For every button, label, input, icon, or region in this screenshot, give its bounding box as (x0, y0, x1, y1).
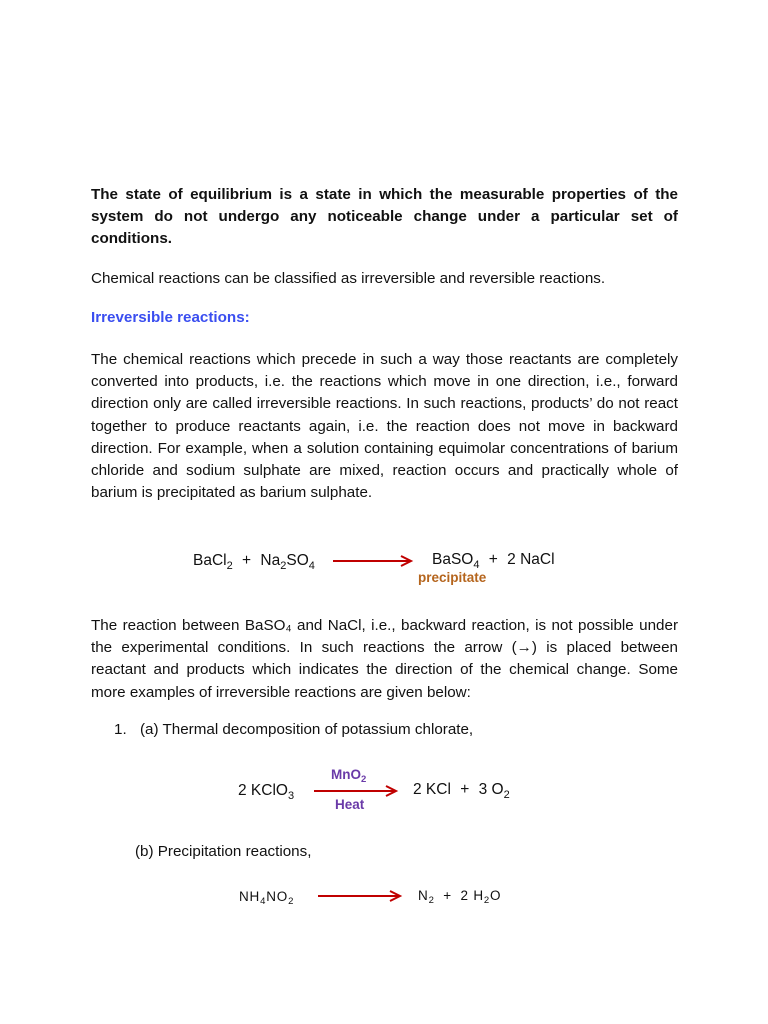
equation-2-products (413, 781, 510, 799)
product-h2o: 2 $H_2O$ (460, 888, 502, 906)
classification-intro: Chemical reactions can be classified as irreversible and reversible reactions. (91, 270, 606, 287)
reactant-bacl2: BaCl$_2$ (193, 552, 233, 572)
list-item-a: (a) Thermal decomposition of potassium chlorate, (140, 721, 474, 738)
reaction-arrow-2 (314, 784, 400, 798)
product-baso4: BaSO$_4$ (432, 551, 480, 571)
equation-2-reactant (238, 782, 294, 800)
plus-sign: + (488, 551, 498, 568)
plus-sign: + (460, 781, 470, 798)
product-o2: 3 $O_2$ (478, 781, 510, 801)
equilibrium-definition: The state of equilibrium is a state in which the measurable properties of the system do not undergo any noticeable change under a particular set of conditions. (91, 186, 678, 248)
plus-sign: + (242, 552, 252, 569)
product-n2: $N_2$ (418, 888, 435, 906)
product-kcl: 2 KCl (413, 781, 451, 798)
reaction-arrow-1 (333, 554, 415, 568)
irreversible-paragraph: The chemical reactions which precede in such a way those reactants are completely converted into products, i.e. the reactions which move in one direction, i.e., forward direction only are called irreversible reactions. In such reactions, products’ do not react together to produce reactants again, i.e. the reaction does not move in backward direction. For example, when a solution containing equimolar concentrations of barium chloride and sodium sulphate are mixed, reaction occurs and practically whole of barium is precipitated as barium sulphate. (91, 351, 678, 502)
heat-label: Heat (335, 797, 365, 812)
reactant-na2so4: $Na_2SO_4$ (260, 552, 315, 572)
list-item-b: (b) Precipitation reactions, (135, 843, 312, 860)
precipitate-label: precipitate (418, 570, 487, 585)
catalyst-label: MnO$_2$ (331, 767, 367, 785)
backward-reaction-paragraph: The reaction between BaSO₄ and NaCl, i.e., backward reaction, is not possible under the experimental conditions. In such reactions the arrow (→) is placed between reactant and products which indicates the direction of the chemical change. Some more examples of irreversible reactions are given below: (91, 617, 678, 701)
reaction-arrow-3 (318, 889, 404, 903)
reactant-kclo3: 2 KClO$_3$ (238, 782, 295, 802)
equation-3-products (418, 888, 502, 906)
reactant-nh4no2: $NH_4NO_2$ (239, 889, 295, 907)
list-number: 1. (114, 721, 127, 738)
equation-1-products (432, 551, 555, 569)
equation-3-reactant (239, 889, 295, 907)
plus-sign: + (443, 888, 452, 903)
product-nacl: 2 NaCl (507, 551, 555, 568)
equation-1-reactants (193, 552, 315, 570)
irreversible-heading: Irreversible reactions: (91, 309, 250, 326)
